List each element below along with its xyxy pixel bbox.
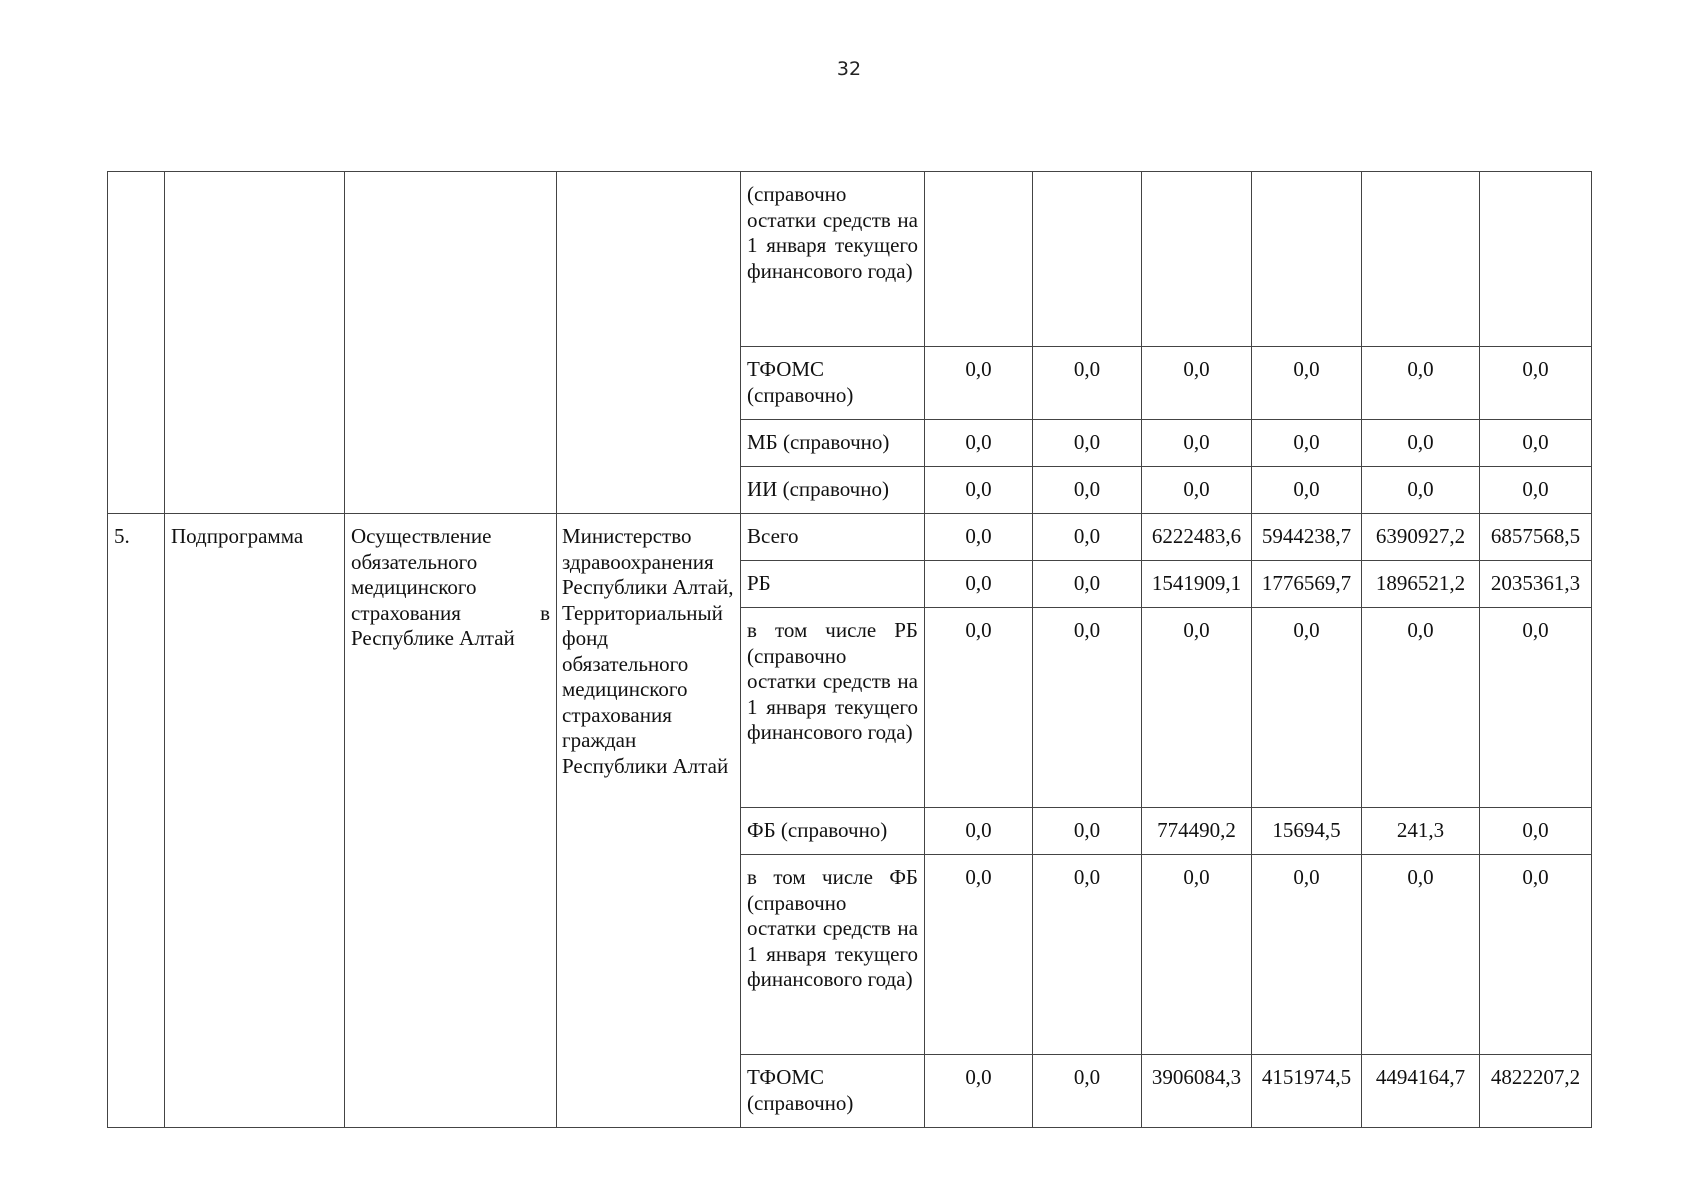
value-cell: 0,0 bbox=[1362, 608, 1480, 808]
value-cell: 0,0 bbox=[925, 514, 1033, 561]
source-cell: ТФОМС (справочно) bbox=[741, 1055, 925, 1128]
value-cell: 0,0 bbox=[925, 561, 1033, 608]
value-cell: 0,0 bbox=[1033, 467, 1142, 514]
subprogram-executor: Министерство здравоохранения Республики Алтай, Территориальный фонд обязательного медицинского страхования граждан Республики Алтай bbox=[557, 514, 741, 1128]
value-cell: 0,0 bbox=[1362, 467, 1480, 514]
value-cell: 0,0 bbox=[1480, 608, 1592, 808]
value-cell: 774490,2 bbox=[1142, 808, 1252, 855]
value-cell: 0,0 bbox=[1252, 347, 1362, 420]
value-cell: 0,0 bbox=[1142, 467, 1252, 514]
value-cell: 0,0 bbox=[925, 1055, 1033, 1128]
value-cell: 0,0 bbox=[1142, 347, 1252, 420]
value-cell: 1896521,2 bbox=[1362, 561, 1480, 608]
value-cell bbox=[1362, 172, 1480, 347]
value-cell: 0,0 bbox=[1033, 514, 1142, 561]
executor-cell-empty bbox=[557, 172, 741, 514]
funding-table bbox=[107, 171, 1592, 1128]
value-cell: 0,0 bbox=[1033, 420, 1142, 467]
value-cell: 3906084,3 bbox=[1142, 1055, 1252, 1128]
subprogram-number: 5. bbox=[108, 514, 165, 1128]
value-cell: 0,0 bbox=[925, 420, 1033, 467]
value-cell: 0,0 bbox=[1480, 467, 1592, 514]
value-cell: 0,0 bbox=[1480, 347, 1592, 420]
value-cell: 0,0 bbox=[1033, 347, 1142, 420]
value-cell: 4822207,2 bbox=[1480, 1055, 1592, 1128]
source-cell: в том числе ФБ (справочно остатки средств на 1 января текущего финансового года) bbox=[741, 855, 925, 1055]
value-cell: 0,0 bbox=[1480, 420, 1592, 467]
value-cell: 0,0 bbox=[1362, 420, 1480, 467]
value-cell: 0,0 bbox=[1033, 808, 1142, 855]
value-cell: 0,0 bbox=[1362, 347, 1480, 420]
source-cell: (справочно остатки средств на 1 января текущего финансового года) bbox=[741, 172, 925, 347]
value-cell: 0,0 bbox=[925, 467, 1033, 514]
subprogram-type: Подпрограмма bbox=[165, 514, 345, 1128]
value-cell: 0,0 bbox=[1252, 608, 1362, 808]
value-cell: 0,0 bbox=[1252, 855, 1362, 1055]
value-cell: 2035361,3 bbox=[1480, 561, 1592, 608]
value-cell: 6857568,5 bbox=[1480, 514, 1592, 561]
value-cell bbox=[1252, 172, 1362, 347]
table-body bbox=[108, 172, 1592, 1128]
value-cell: 0,0 bbox=[925, 855, 1033, 1055]
source-cell: МБ (справочно) bbox=[741, 420, 925, 467]
value-cell bbox=[1142, 172, 1252, 347]
value-cell: 4151974,5 bbox=[1252, 1055, 1362, 1128]
value-cell: 15694,5 bbox=[1252, 808, 1362, 855]
value-cell: 1776569,7 bbox=[1252, 561, 1362, 608]
source-cell: ФБ (справочно) bbox=[741, 808, 925, 855]
source-cell: ТФОМС (справочно) bbox=[741, 347, 925, 420]
value-cell: 0,0 bbox=[925, 808, 1033, 855]
name-cell-empty bbox=[345, 172, 557, 514]
value-cell: 0,0 bbox=[1033, 561, 1142, 608]
type-cell-empty bbox=[165, 172, 345, 514]
table-row bbox=[108, 172, 1592, 347]
value-cell bbox=[1033, 172, 1142, 347]
source-cell: Всего bbox=[741, 514, 925, 561]
subprogram-name: Осуществление обязательного медицинского страхования в Республике Алтай bbox=[345, 514, 557, 1128]
source-cell: в том числе РБ (справочно остатки средств на 1 января текущего финансового года) bbox=[741, 608, 925, 808]
value-cell: 241,3 bbox=[1362, 808, 1480, 855]
value-cell bbox=[1480, 172, 1592, 347]
value-cell: 0,0 bbox=[1142, 608, 1252, 808]
number-cell-empty bbox=[108, 172, 165, 514]
value-cell: 0,0 bbox=[1033, 608, 1142, 808]
value-cell: 5944238,7 bbox=[1252, 514, 1362, 561]
value-cell: 0,0 bbox=[1362, 855, 1480, 1055]
value-cell: 0,0 bbox=[1033, 1055, 1142, 1128]
value-cell: 0,0 bbox=[1480, 808, 1592, 855]
value-cell: 0,0 bbox=[1033, 855, 1142, 1055]
source-cell: РБ bbox=[741, 561, 925, 608]
value-cell bbox=[925, 172, 1033, 347]
value-cell: 0,0 bbox=[1252, 467, 1362, 514]
source-cell: ИИ (справочно) bbox=[741, 467, 925, 514]
value-cell: 0,0 bbox=[925, 608, 1033, 808]
value-cell: 0,0 bbox=[1480, 855, 1592, 1055]
table-row bbox=[108, 514, 1592, 561]
value-cell: 6390927,2 bbox=[1362, 514, 1480, 561]
value-cell: 0,0 bbox=[1142, 420, 1252, 467]
value-cell: 0,0 bbox=[1142, 855, 1252, 1055]
value-cell: 1541909,1 bbox=[1142, 561, 1252, 608]
value-cell: 0,0 bbox=[1252, 420, 1362, 467]
value-cell: 6222483,6 bbox=[1142, 514, 1252, 561]
page-number: 32 bbox=[836, 58, 862, 80]
value-cell: 0,0 bbox=[925, 347, 1033, 420]
value-cell: 4494164,7 bbox=[1362, 1055, 1480, 1128]
